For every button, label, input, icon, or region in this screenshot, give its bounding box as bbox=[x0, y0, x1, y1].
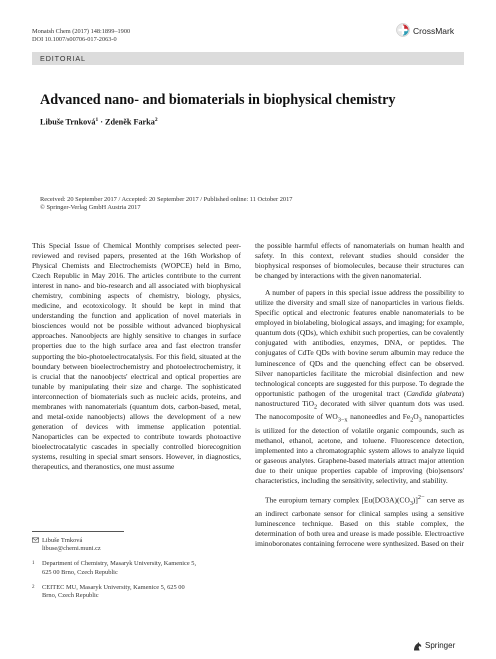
springer-horse-icon bbox=[412, 641, 423, 652]
affiliation-mark: 1 bbox=[95, 117, 99, 123]
section-label-bar bbox=[32, 52, 464, 65]
crossmark-label: CrossMark bbox=[413, 26, 455, 36]
affiliation-number: 1 bbox=[32, 561, 35, 567]
body-paragraph: A number of papers in this special issue address the possibility to utilize the diversity and small size of nanoparticles in various fields. Specific optical and electronic features enable nanomaterials to be employed in biolabeling, biological assays, and imaging; for example, quantum dots (QDs), which exhibit such properties, can be covalently conjugated with antibodies, enzymes, DNA, or peptides. The conjugates of CdTe QDs with bovine serum albumin may reduce the luminescence of QDs and the quenching effect can be observed. Silver nanoparticles facilitate the microbial disinfection and new technological concepts are suggested for this purpose. To degrade the opportunistic pathogen of the urogenital tract (Candida glabrata) nanostructured TiO$_2$ decorated with silver quantum dots was used. The nanocomposite of $WO_{3-x}$ nanoneedles and $Fe_2O_3$ nanoparticles is utilized for the detection of volatile organic compounds, such as methanol, ethanol, acetone, and toluene. Fluorescence detection, implemented into a chromatographic system allows to analyze liquid or gaseous analytes. Graphene-based materials attract major attention due to their unique properties capable of improving (bio)sensors' characteristics, including the sensitivity, selectivity, and stability. bbox=[255, 288, 465, 485]
affiliation-number: 2 bbox=[32, 584, 35, 590]
envelope-icon bbox=[32, 537, 39, 546]
corresponding-author-name: Libuše Trnková bbox=[42, 537, 83, 544]
author-list bbox=[40, 117, 158, 127]
affiliation-2 bbox=[32, 584, 241, 600]
copyright-line: © Springer-Verlag GmbH Austria 2017 bbox=[40, 204, 141, 212]
affiliation-line: Department of Chemistry, Masaryk University, Kamenice 5, bbox=[42, 560, 197, 568]
section-label: EDITORIAL bbox=[40, 54, 86, 63]
crossmark-badge[interactable] bbox=[396, 23, 462, 39]
body-paragraph: the possible harmful effects of nanomaterials on human health and safety. In this context, relevant studies should consider the biophysical responses of biomolecules, because their structures can be changed by interactions with the given nanomaterial. bbox=[255, 241, 464, 281]
publisher-name: Springer bbox=[425, 641, 456, 650]
footnotes bbox=[32, 537, 241, 600]
author-separator: · bbox=[98, 117, 106, 127]
species-name: Candida glabrata bbox=[406, 388, 462, 398]
affiliation-line: 625 00 Brno, Czech Republic bbox=[42, 568, 118, 576]
body-column-left bbox=[32, 241, 241, 472]
doi-line[interactable]: DOI 10.1007/s00706-017-2063-0 bbox=[32, 36, 117, 43]
affiliation-mark: 2 bbox=[154, 117, 158, 123]
history-dates: Received: 20 September 2017 / Accepted: 20 September 2017 / Published online: 11 October 2017 bbox=[40, 196, 293, 203]
affiliation-1 bbox=[32, 560, 241, 576]
body-paragraph: This Special Issue of Chemical Monthly comprises selected peer-reviewed and revised papers, presented at the 16th Workshop of Physical Chemists and Electrochemists (WOPCE) held in Brno, Czech Republic in May 2016. The articles contribute to the current interest in nano- and bio-research and all associated with biophysical chemistry, combining aspects of chemistry, biology, physics, medicine, and ecotoxicology. It should be kept in mind that understanding the function and application of novel materials in biosciences would not be possible without advanced biophysical approaches. Nanoobjects are highly sensitive to changes in surface properties due to the high surface area and fast electron transfer supporting the bio-photoelectrocatalysis. For this field, situated at the boundary between bioelectrochemistry and photoelectrochemistry, it is crucial that the nanoobjects' electrical and optical properties are tunable by manipulating their size and charge. The sophisticated interconnection of biomaterials such as nucleic acids, proteins, and membranes with nanomaterials (quantum dots, carbon-based, metal, and metal-oxide nanoobjects) allows the development of a new generation of devices with immense application potential. Nanoparticles can be expected to contribute towards photoactive bioelectrocatalytic cascades in specially controlled biorecognition systems, resulting in special smart sensors. However, in diagnostics, therapeutics, and theranostics, one must assume bbox=[32, 241, 241, 472]
corresponding-author bbox=[32, 537, 241, 553]
body-paragraph: The europium ternary complex $[Eu(DO3A)(CO_3)]^{2-}$ can serve as an indirect carbonate sensor for clinical samples using a sensitive luminescence technique. Based on this stable complex, the determination of both urea and urease is made possible. Electroactive iminoboronates containing ferrocene were synthesized. Based on their bbox=[255, 494, 465, 549]
affiliation-line: CEITEC MU, Masaryk University, Kamenice 5, 625 00 bbox=[42, 583, 185, 591]
author-name[interactable]: Libuše Trnková bbox=[40, 117, 96, 127]
journal-citation: Monatsh Chem (2017) 148:1899–1900 bbox=[32, 28, 131, 35]
body-column-right bbox=[255, 241, 464, 549]
affiliation-line: Brno, Czech Republic bbox=[42, 592, 99, 600]
author-name[interactable]: Zdeněk Farka bbox=[105, 117, 155, 127]
publisher-logo bbox=[412, 641, 472, 653]
publication-dates bbox=[40, 196, 293, 213]
article-title: Advanced nano- and biomaterials in biophysical chemistry bbox=[40, 92, 396, 108]
crossmark-icon bbox=[396, 23, 410, 37]
email-link[interactable]: libuse@chemi.muni.cz bbox=[42, 545, 101, 553]
footnote-divider bbox=[32, 531, 124, 532]
